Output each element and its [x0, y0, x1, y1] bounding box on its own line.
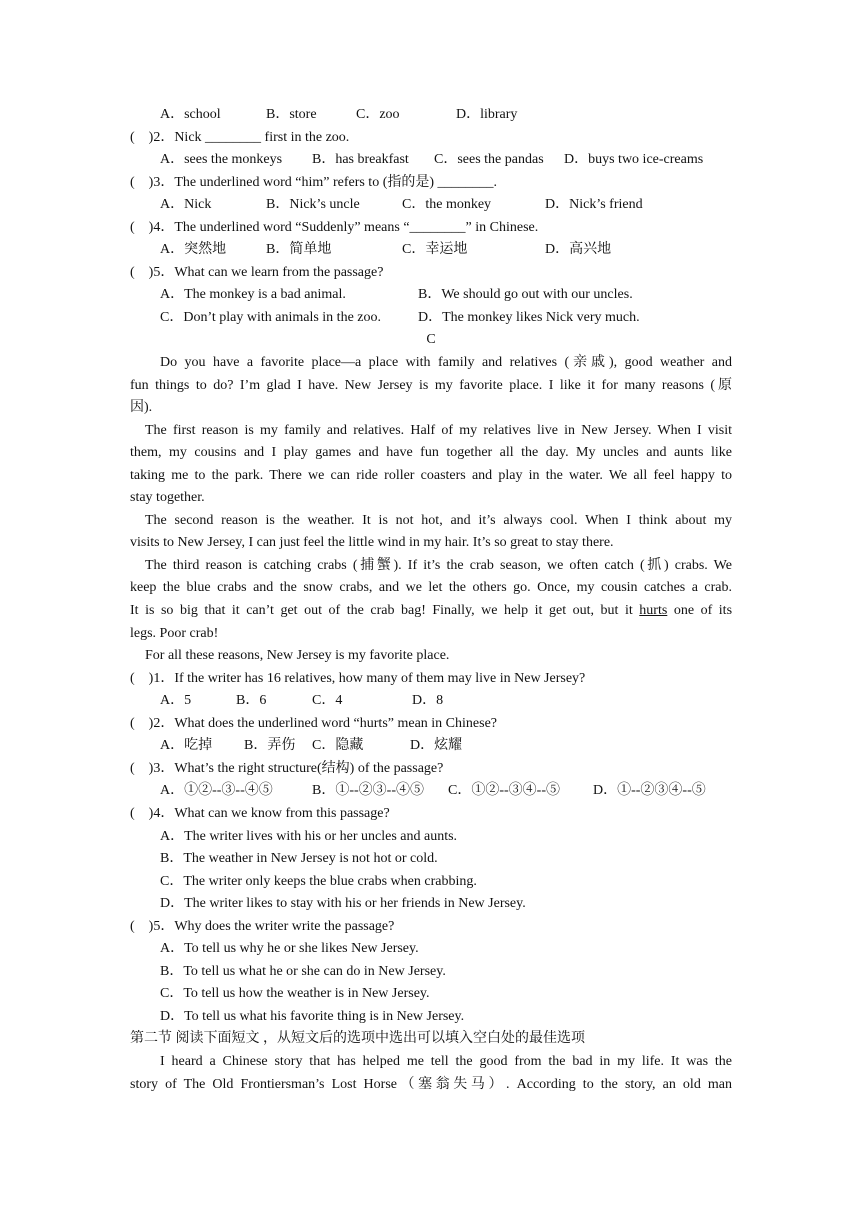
option: A．Nick: [160, 197, 212, 213]
paragraph-line: [130, 600, 732, 623]
option: B．Nick’s uncle: [266, 197, 360, 213]
paragraph-line: keep the blue crabs and the snow crabs, and we let the others go. Once, my cousin catches a crab.: [130, 580, 732, 596]
document-page: [130, 104, 732, 1096]
option: C．To tell us how the weather is in New Jersey.: [160, 986, 430, 1002]
option: B．To tell us what he or she can do in New Jersey.: [160, 963, 446, 979]
option: A．突然地: [160, 242, 227, 258]
paragraph-line: Do you have a favorite place—a place with family and relatives (亲戚), good weather and: [160, 355, 732, 371]
paragraph-line: stay together.: [130, 490, 205, 506]
question-stem: ( )5．Why does the writer write the passage?: [130, 918, 395, 934]
option: A．To tell us why he or she likes New Jersey.: [160, 941, 419, 957]
option: D．library: [456, 107, 518, 122]
option: D．炫耀: [410, 738, 463, 754]
option: B．has breakfast: [312, 152, 409, 168]
c-q3-options: [130, 780, 732, 803]
paragraph-line: The third reason is catching crabs (捕蟹). If it’s the crab season, we often catch (抓) crabs. We: [145, 557, 732, 573]
option: B．6: [236, 693, 267, 709]
option: D．To tell us what his favorite thing is in New Jersey.: [160, 1008, 465, 1024]
option: D．The writer likes to stay with his or her friends in New Jersey.: [160, 896, 526, 912]
option: A．①②--③--④⑤: [160, 783, 273, 799]
question-stem: ( )3．The underlined word “him” refers to (指的是) ________.: [130, 174, 498, 190]
option: D．高兴地: [545, 242, 612, 258]
option: B．store: [266, 107, 317, 122]
option: C．sees the pandas: [434, 152, 544, 168]
q2-options: [130, 149, 732, 172]
option: A．sees the monkeys: [160, 152, 283, 168]
question-stem: ( )1．If the writer has 16 relatives, how many of them may live in New Jersey?: [130, 670, 586, 686]
option: D．Nick’s friend: [545, 197, 643, 213]
question-stem: ( )2．Nick ________ first in the zoo.: [130, 129, 350, 145]
option: C．zoo: [356, 107, 400, 122]
paragraph-line: 因).: [130, 400, 153, 416]
text: It is so big that it can’t get out of the crab bag! Finally, we help it get out, but it: [130, 603, 633, 619]
paragraph-line: visits to New Jersey, I can just feel the little wind in my hair. It’s so great to stay there.: [130, 535, 614, 551]
q1-options: [130, 104, 732, 127]
option: B．弄伤: [244, 738, 296, 754]
question-stem: ( )5．What can we learn from the passage?: [130, 264, 384, 280]
option: C．①②--③④--⑤: [448, 783, 560, 799]
q3-options: [130, 194, 732, 217]
option: D．①--②③④--⑤: [593, 783, 706, 799]
option: C．隐藏: [312, 738, 364, 754]
c-q2-options: [130, 735, 732, 758]
paragraph-line: The first reason is my family and relatives. Half of my relatives live in New Jersey. When I visit: [145, 422, 732, 438]
option: A．吃掉: [160, 738, 213, 754]
option: C．The writer only keeps the blue crabs when crabbing.: [160, 873, 477, 889]
option: C．the monkey: [402, 197, 492, 213]
option: B．①--②③--④⑤: [312, 783, 424, 799]
paragraph-line: them, my cousins and I play games and have fun together all the day. My uncles and aunts like: [130, 445, 732, 461]
option: A．5: [160, 693, 192, 709]
paragraph-line: story of The Old Frontiersman’s Lost Horse（塞翁失马）. According to the story, an old man: [130, 1076, 732, 1092]
paragraph-line: The second reason is the weather. It is not hot, and it’s always cool. When I think about my: [145, 512, 732, 528]
option: A．school: [160, 107, 221, 122]
option: B．We should go out with our uncles.: [418, 287, 633, 303]
q5-options-ab: [130, 284, 732, 307]
c-q1-options: [130, 690, 732, 713]
option: A．The writer lives with his or her uncles and aunts.: [160, 828, 458, 844]
option: A．The monkey is a bad animal.: [160, 287, 346, 303]
option: D．buys two ice-creams: [564, 152, 704, 168]
underlined-word-hurts: hurts: [639, 603, 668, 619]
option: C．Don’t play with animals in the zoo.: [160, 309, 381, 325]
option: C．幸运地: [402, 242, 468, 258]
q5-options-cd: [130, 307, 732, 330]
paragraph-line: fun things to do? I’m glad I have. New Jersey is my favorite place. I like it for many reasons (原: [130, 377, 732, 393]
text: one of its: [673, 603, 732, 619]
question-stem: ( )3．What’s the right structure(结构) of the passage?: [130, 760, 444, 776]
paragraph-line: legs. Poor crab!: [130, 625, 219, 641]
q4-options: [130, 239, 732, 262]
option: B．简单地: [266, 242, 332, 258]
option: C．4: [312, 693, 343, 709]
part-heading: 第二节 阅读下面短文 ，从短文后的选项中选出可以填入空白处的最佳选项: [130, 1031, 585, 1047]
option: B．The weather in New Jersey is not hot or cold.: [160, 851, 438, 867]
option: D．The monkey likes Nick very much.: [418, 309, 640, 325]
section-heading: C: [426, 332, 436, 348]
question-stem: ( )4．What can we know from this passage?: [130, 805, 390, 821]
option: D．8: [412, 693, 444, 709]
paragraph-line: For all these reasons, New Jersey is my favorite place.: [145, 648, 450, 664]
question-stem: ( )4．The underlined word “Suddenly” means “________” in Chinese.: [130, 219, 539, 235]
question-stem: ( )2．What does the underlined word “hurts” mean in Chinese?: [130, 715, 498, 731]
paragraph-line: I heard a Chinese story that has helped me tell the good from the bad in my life. It was the: [160, 1053, 732, 1069]
paragraph-line: taking me to the park. There we can ride roller coasters and play in the water. We all feel happy to: [130, 467, 732, 483]
